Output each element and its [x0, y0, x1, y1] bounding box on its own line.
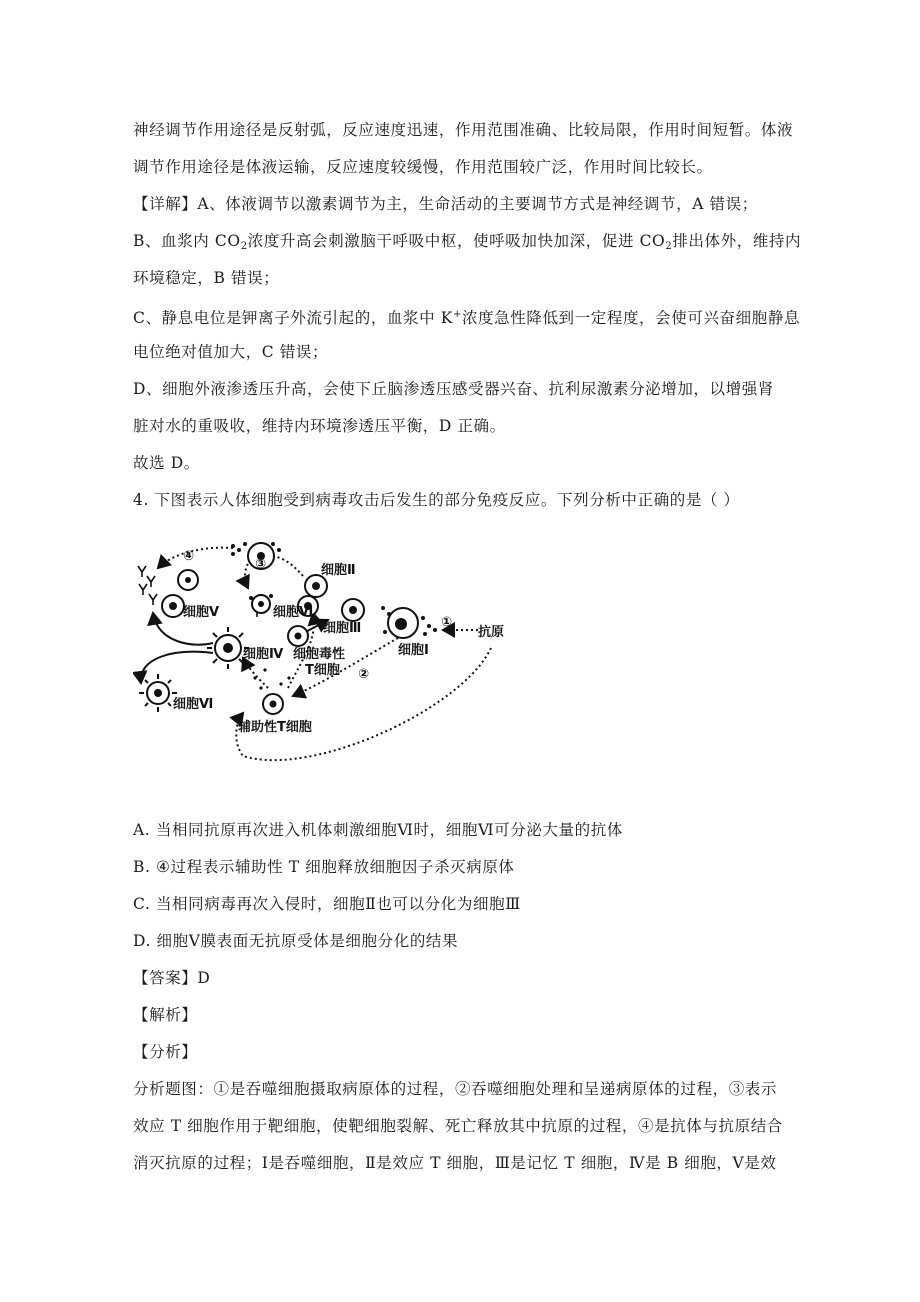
label-process-2: ② — [358, 667, 370, 682]
label-cell-1: 细胞Ⅰ — [398, 643, 429, 658]
paragraph-line: 分析题图：①是吞噬细胞摄取病原体的过程，②吞噬细胞处理和呈递病原体的过程，③表示 — [133, 1080, 778, 1098]
paragraph-line: 电位绝对值加大，C 错误； — [133, 343, 329, 361]
label-cell-6-bottom: 细胞Ⅵ — [173, 697, 214, 712]
paragraph-line: 环境稳定，B 错误； — [133, 269, 280, 287]
immune-response-diagram — [133, 538, 513, 770]
label-helper-t-cell: 辅助性T细胞 — [238, 720, 312, 735]
label-ctl-line1: 细胞毒性 — [293, 647, 346, 662]
label-cell-3: 细胞Ⅲ — [323, 621, 362, 636]
option-d: D. 细胞Ⅴ膜表面无抗原受体是细胞分化的结果 — [133, 932, 459, 950]
paragraph-line: D、细胞外液渗透压升高，会使下丘脑渗透压感受器兴奋、抗利尿激素分泌增加，以增强肾 — [133, 380, 774, 398]
label-process-4: ④ — [183, 549, 195, 564]
paragraph-line: C、静息电位是钾离子外流引起的，血浆中 K+浓度急性降低到一定程度，会使可兴奋细胞静息 — [133, 309, 801, 327]
paragraph-line: B、血浆内 $CO_2$浓度升高会刺激脑干呼吸中枢，使呼吸加快加深，促进 $CO_2$排出体外，维持内 — [133, 232, 802, 252]
label-cell-6-top: 细胞Ⅵ — [273, 605, 314, 620]
breakdown-heading: 【分析】 — [133, 1043, 198, 1061]
label-ctl-line2: T细胞 — [305, 663, 340, 678]
analysis-heading: 【解析】 — [133, 1006, 198, 1024]
label-cell-2: 细胞Ⅱ — [321, 563, 356, 578]
option-a: A. 当相同抗原再次进入机体刺激细胞Ⅵ时，细胞Ⅵ可分泌大量的抗体 — [133, 821, 623, 839]
paragraph-line: 脏对水的重吸收，维持内环境渗透压平衡，D 正确。 — [133, 417, 506, 435]
label-process-3: ③ — [255, 557, 267, 572]
option-c: C. 当相同病毒再次入侵时，细胞Ⅱ也可以分化为细胞Ⅲ — [133, 895, 521, 913]
answer-line: 【答案】D — [133, 969, 211, 987]
label-cell-5: 细胞Ⅴ — [183, 605, 220, 620]
detail-heading-line: 【详解】A、体液调节以激素调节为主，生命活动的主要调节方式是神经调节，A 错误； — [133, 195, 758, 213]
question-stem: 4. 下图表示人体细胞受到病毒攻击后发生的部分免疫反应。下列分析中正确的是（ ） — [133, 491, 740, 509]
paragraph-line: 效应 T 细胞作用于靶细胞，使靶细胞裂解、死亡释放其中抗原的过程，④是抗体与抗原结合 — [133, 1117, 783, 1135]
label-antigen: 抗原 — [478, 625, 505, 640]
label-process-1: ① — [441, 615, 453, 630]
option-b: B. ④过程表示辅助性 T 细胞释放细胞因子杀灭病原体 — [133, 858, 515, 876]
paragraph-line: 调节作用途径是体液运输，反应速度较缓慢，作用范围较广泛，作用时间比较长。 — [133, 158, 713, 176]
paragraph-line: 故选 D。 — [133, 454, 200, 472]
label-cell-4: 细胞Ⅳ — [243, 647, 284, 662]
paragraph-line: 神经调节作用途径是反射弧，反应速度迅速，作用范围准确、比较局限，作用时间短暂。体液 — [133, 121, 794, 139]
paragraph-line: 消灭抗原的过程；Ⅰ是吞噬细胞，Ⅱ是效应 T 细胞，Ⅲ是记忆 T 细胞，Ⅳ是 B 细胞，Ⅴ是效 — [133, 1154, 777, 1172]
